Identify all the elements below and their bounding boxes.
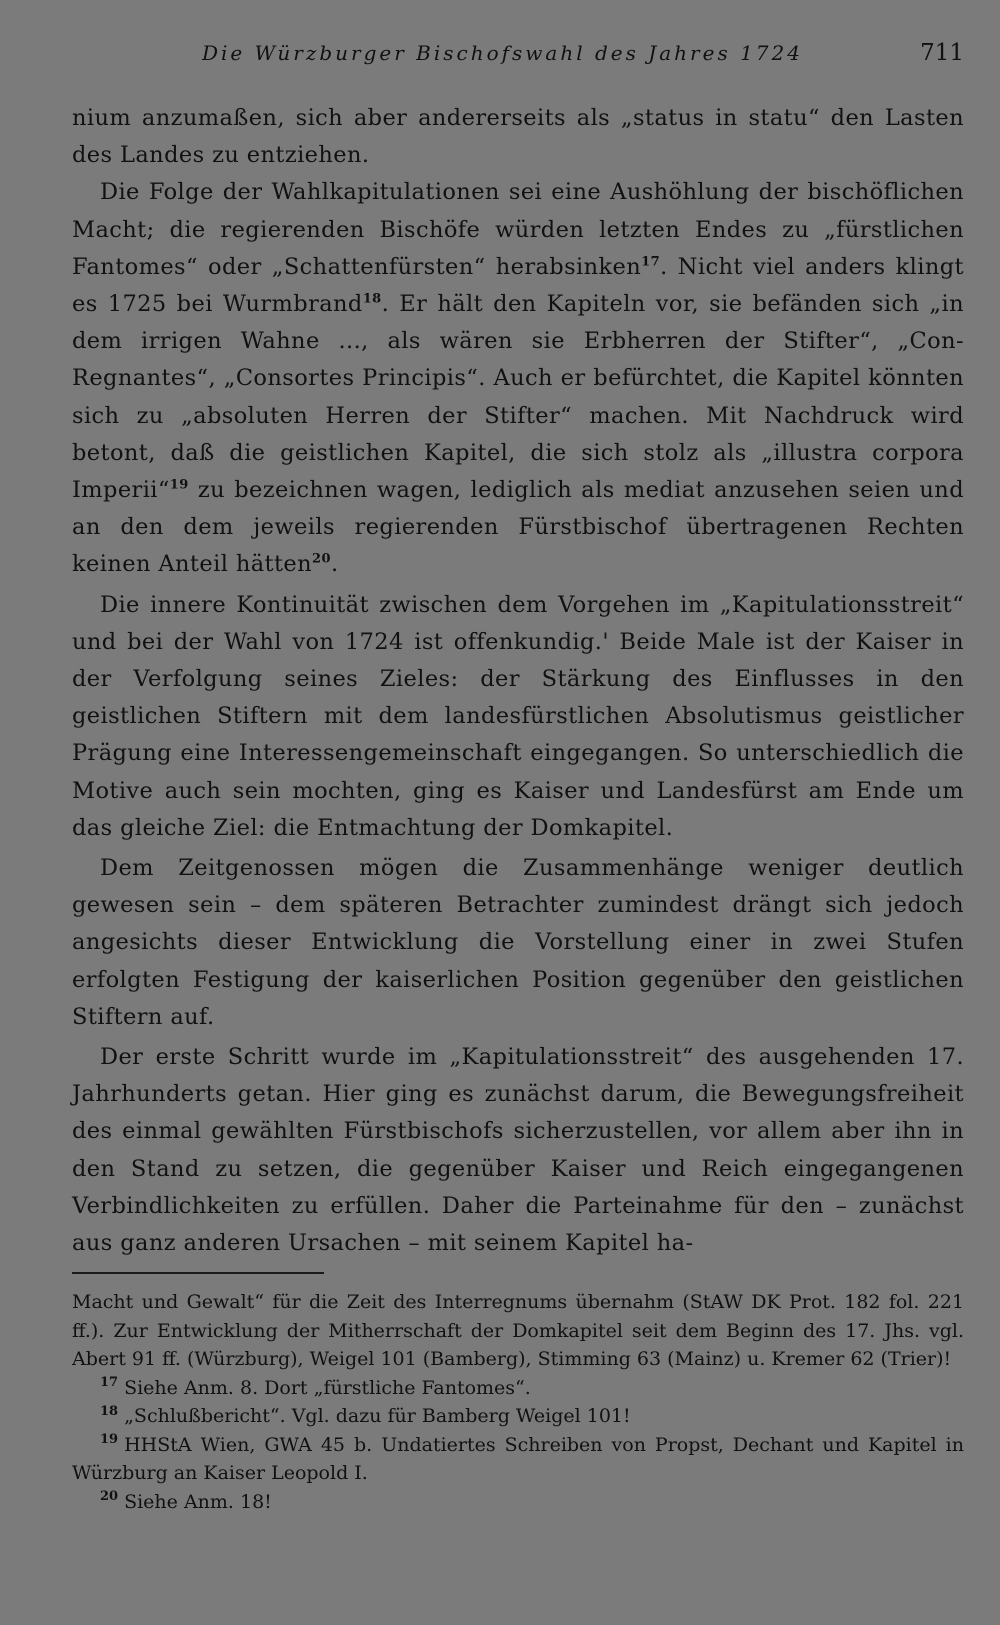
footnote-19 (72, 1431, 964, 1488)
paragraph-2-part-a: Die Folge der Wahlkapitulationen sei eine Aushöhlung der bischöflichen Macht; die regierenden Bischöfe würden letzten Endes zu „fürstlichen Fantomes“ oder „Schattenfürsten“ herabsinken (72, 179, 964, 280)
footnote-text: HHStA Wien, GWA 45 b. Undatiertes Schreiben von Propst, Dechant und Kapitel in Würzburg an Kaiser Leopold I. (72, 1433, 964, 1485)
footnote-number: 18 (100, 1403, 119, 1419)
footnote-number: 20 (100, 1489, 119, 1505)
footnote-divider (72, 1272, 324, 1274)
footnote-18 (72, 1402, 964, 1431)
footnote-text: „Schlußbericht“. Vgl. dazu für Bamberg Weigel 101! (124, 1405, 631, 1428)
footnote-ref-19: 19 (169, 477, 189, 493)
footnote-ref-18: 18 (362, 291, 382, 307)
paragraph-4: Dem Zeitgenossen mögen die Zusammenhänge weniger deutlich gewesen sein – dem späteren Betrachter zumindest drängt sich jedoch angesichts dieser Entwicklung die Vorstellung einer in zwei Stufen erfolgten Festigung der kaiserlichen Position gegenüber den geistlichen Stiftern auf. (72, 855, 964, 1030)
footnote-ref-17: 17 (641, 254, 661, 270)
paragraph-2-part-c: . Er hält den Kapiteln vor, sie befänden sich „in dem irrigen Wahne ..., als wären sie Erbherren der Stifter“, „Con-Regnantes“, „Consortes Principis“. Auch er befürchtet, die Kapitel könnten sich zu „absoluten Herren der Stifter“ machen. Mit Nachdruck wird betont, daß die geistlichen Kapitel, die sich stolz als „illustra corpora Imperii“ (72, 291, 964, 504)
paragraph-2 (72, 174, 964, 583)
body-text (72, 100, 964, 1262)
footnotes (72, 1288, 964, 1516)
footnote-continuation: Macht und Gewalt“ für die Zeit des Interregnums übernahm (StAW DK Prot. 182 fol. 221 ff.). Zur Entwicklung der Mitherrschaft der Domkapitel seit dem Beginn des 17. Jhs. vgl. Abert 91 ff. (Würzburg), Weigel 101 (Bamberg), Stimming 63 (Mainz) u. Kremer 62 (Trier)! (72, 1291, 964, 1371)
footnote-17 (72, 1374, 964, 1403)
footnote-ref-20: 20 (312, 551, 331, 567)
book-page (72, 40, 964, 1516)
paragraph-2-part-e: . (330, 551, 339, 578)
footnote-text: Siehe Anm. 18! (124, 1490, 272, 1513)
footnote-number: 19 (100, 1432, 119, 1448)
running-header (72, 40, 964, 80)
paragraph-1: nium anzumaßen, sich aber andererseits als „status in statu“ den Lasten des Landes zu entziehen. (72, 105, 964, 169)
paragraph-2-part-b: . Nicht viel anders klingt es 1725 bei Wurmbrand (72, 253, 964, 318)
footnote-text: Siehe Anm. 8. Dort „fürstliche Fantomes“. (124, 1376, 531, 1399)
footnote-number: 17 (100, 1375, 119, 1391)
page-number: 711 (920, 40, 964, 66)
paragraph-2-part-d: zu bezeichnen wagen, lediglich als mediat anzusehen seien und an den dem jeweils regierenden Fürstbischof übertragenen Rechten keinen Anteil hätten (72, 477, 964, 578)
paragraph-5: Der erste Schritt wurde im „Kapitulationsstreit“ des ausgehenden 17. Jahrhunderts getan. Hier ging es zunächst darum, die Bewegungsfreiheit des einmal gewählten Fürstbischofs sicherzustellen, vor allem aber ihn in den Stand zu setzen, die gegenüber Kaiser und Reich eingegangenen Verbindlichkeiten zu erfüllen. Daher die Parteinahme für den – zunächst aus ganz anderen Ursachen – mit seinem Kapitel ha- (72, 1044, 964, 1257)
footnote-20 (72, 1488, 964, 1517)
paragraph-3: Die innere Kontinuität zwischen dem Vorgehen im „Kapitulationsstreit“ und bei der Wahl von 1724 ist offenkundig.' Beide Male ist der Kaiser in der Verfolgung seines Zieles: der Stärkung des Einflusses in den geistlichen Stiftern mit dem landesfürstlichen Absolutismus geistlicher Prägung eine Interessengemeinschaft eingegangen. So unterschiedlich die Motive auch sein mochten, ging es Kaiser und Landesfürst am Ende um das gleiche Ziel: die Entmachtung der Domkapitel. (72, 591, 964, 841)
running-title: Die Würzburger Bischofswahl des Jahres 1724 (202, 41, 803, 65)
